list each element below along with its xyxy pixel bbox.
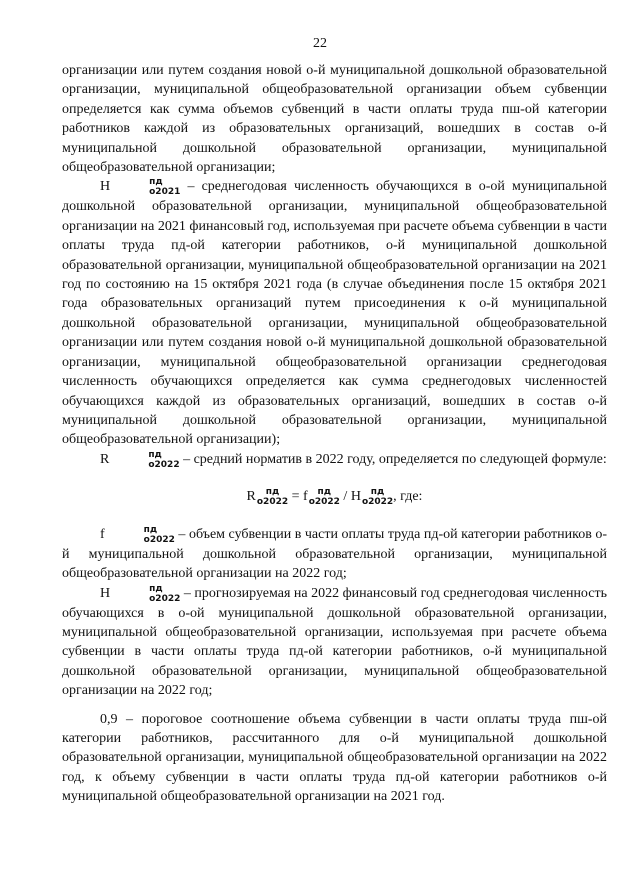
symbol-f-2022: f пд о2022	[100, 524, 175, 545]
paragraph-h2021-definition: Н пд о2021 – среднегодовая численность обучающихся в о-ой муниципальной дошкольной образовательной организации, муниципальной общеобразовательной организации на 2021 финансовый год, используемая при расчете объема субвенции в части оплаты труда пд-ой категории работников, о-й муниципальной дошкольной образовательной организации, муниципальной общеобразовательной организации на 2021 год по состоянию на 15 октября 2021 года (в случае объединения после 15 октября 2021 года образовательных организаций путем присоединения к о-й муниципальной дошкольной образовательной организации, муниципальной общеобразовательной организации или путем создания новой о-й муниципальной дошкольной образовательной организации, муниципальной общеобразовательной организации среднегодовая численность обучающихся определяется как сумма среднегодовых численностей обучающихся каждой из образовательных организаций, вошедших в состав о-й муниципальной дошкольной образовательной организации, муниципальной общеобразовательной организации);	[62, 177, 607, 448]
document-body	[62, 61, 607, 807]
symbol-r-2022: R пд о2022	[100, 449, 180, 470]
paragraph-continuation: организации или путем создания новой о-й муниципальной дошкольной образовательной организации, муниципальной общеобразовательной организации объем субвенции определяется как сумма объемов субвенций в части оплаты труда пш-ой категории работников каждой из образовательных организаций, вошедших в состав о-й муниципальной дошкольной образовательной организации, муниципальной общеобразовательной организации;	[62, 63, 607, 176]
paragraph-f2022-definition: f пд о2022 – объем субвенции в части оплаты труда пд-ой категории работников о-й муниципальной дошкольной образовательной организации, муниципальной общеобразовательной организации на 2022 год;	[62, 524, 607, 582]
paragraph-h2022-definition: Н пд о2022 – прогнозируемая на 2022 финансовый год среднегодовая численность обучающихся в о-ой муниципальной дошкольной образовательной организации, муниципальной общеобразовательной организации, используемая при расчете объема субвенции в части оплаты труда пд-ой категории работников, о-й муниципальной дошкольной образовательной организации, муниципальной общеобразовательной организации на 2022 год;	[62, 583, 607, 699]
paragraph-threshold-ratio: 0,9 – пороговое соотношение объема субвенции в части оплаты труда пш-ой категории работников, рассчитанного для о-й муниципальной дошкольной образовательной организации, муниципальной общеобразовательной организации на 2022 год, к объему субвенции в части оплаты труда пд-ой категории работников о-й муниципальной общеобразовательной организации на 2021 год.	[62, 711, 607, 805]
paragraph-r2022-definition: R пд о2022 – средний норматив в 2022 году, определяется по следующей формуле:	[100, 449, 607, 470]
symbol-h-2022: Н пд о2022	[100, 583, 181, 604]
symbol-h-2021: Н пд о2021	[100, 177, 181, 198]
formula: R пд о2022 = f пд о2022 / Н пд о2022 , где:	[246, 486, 423, 507]
page-number: 22	[313, 36, 327, 51]
